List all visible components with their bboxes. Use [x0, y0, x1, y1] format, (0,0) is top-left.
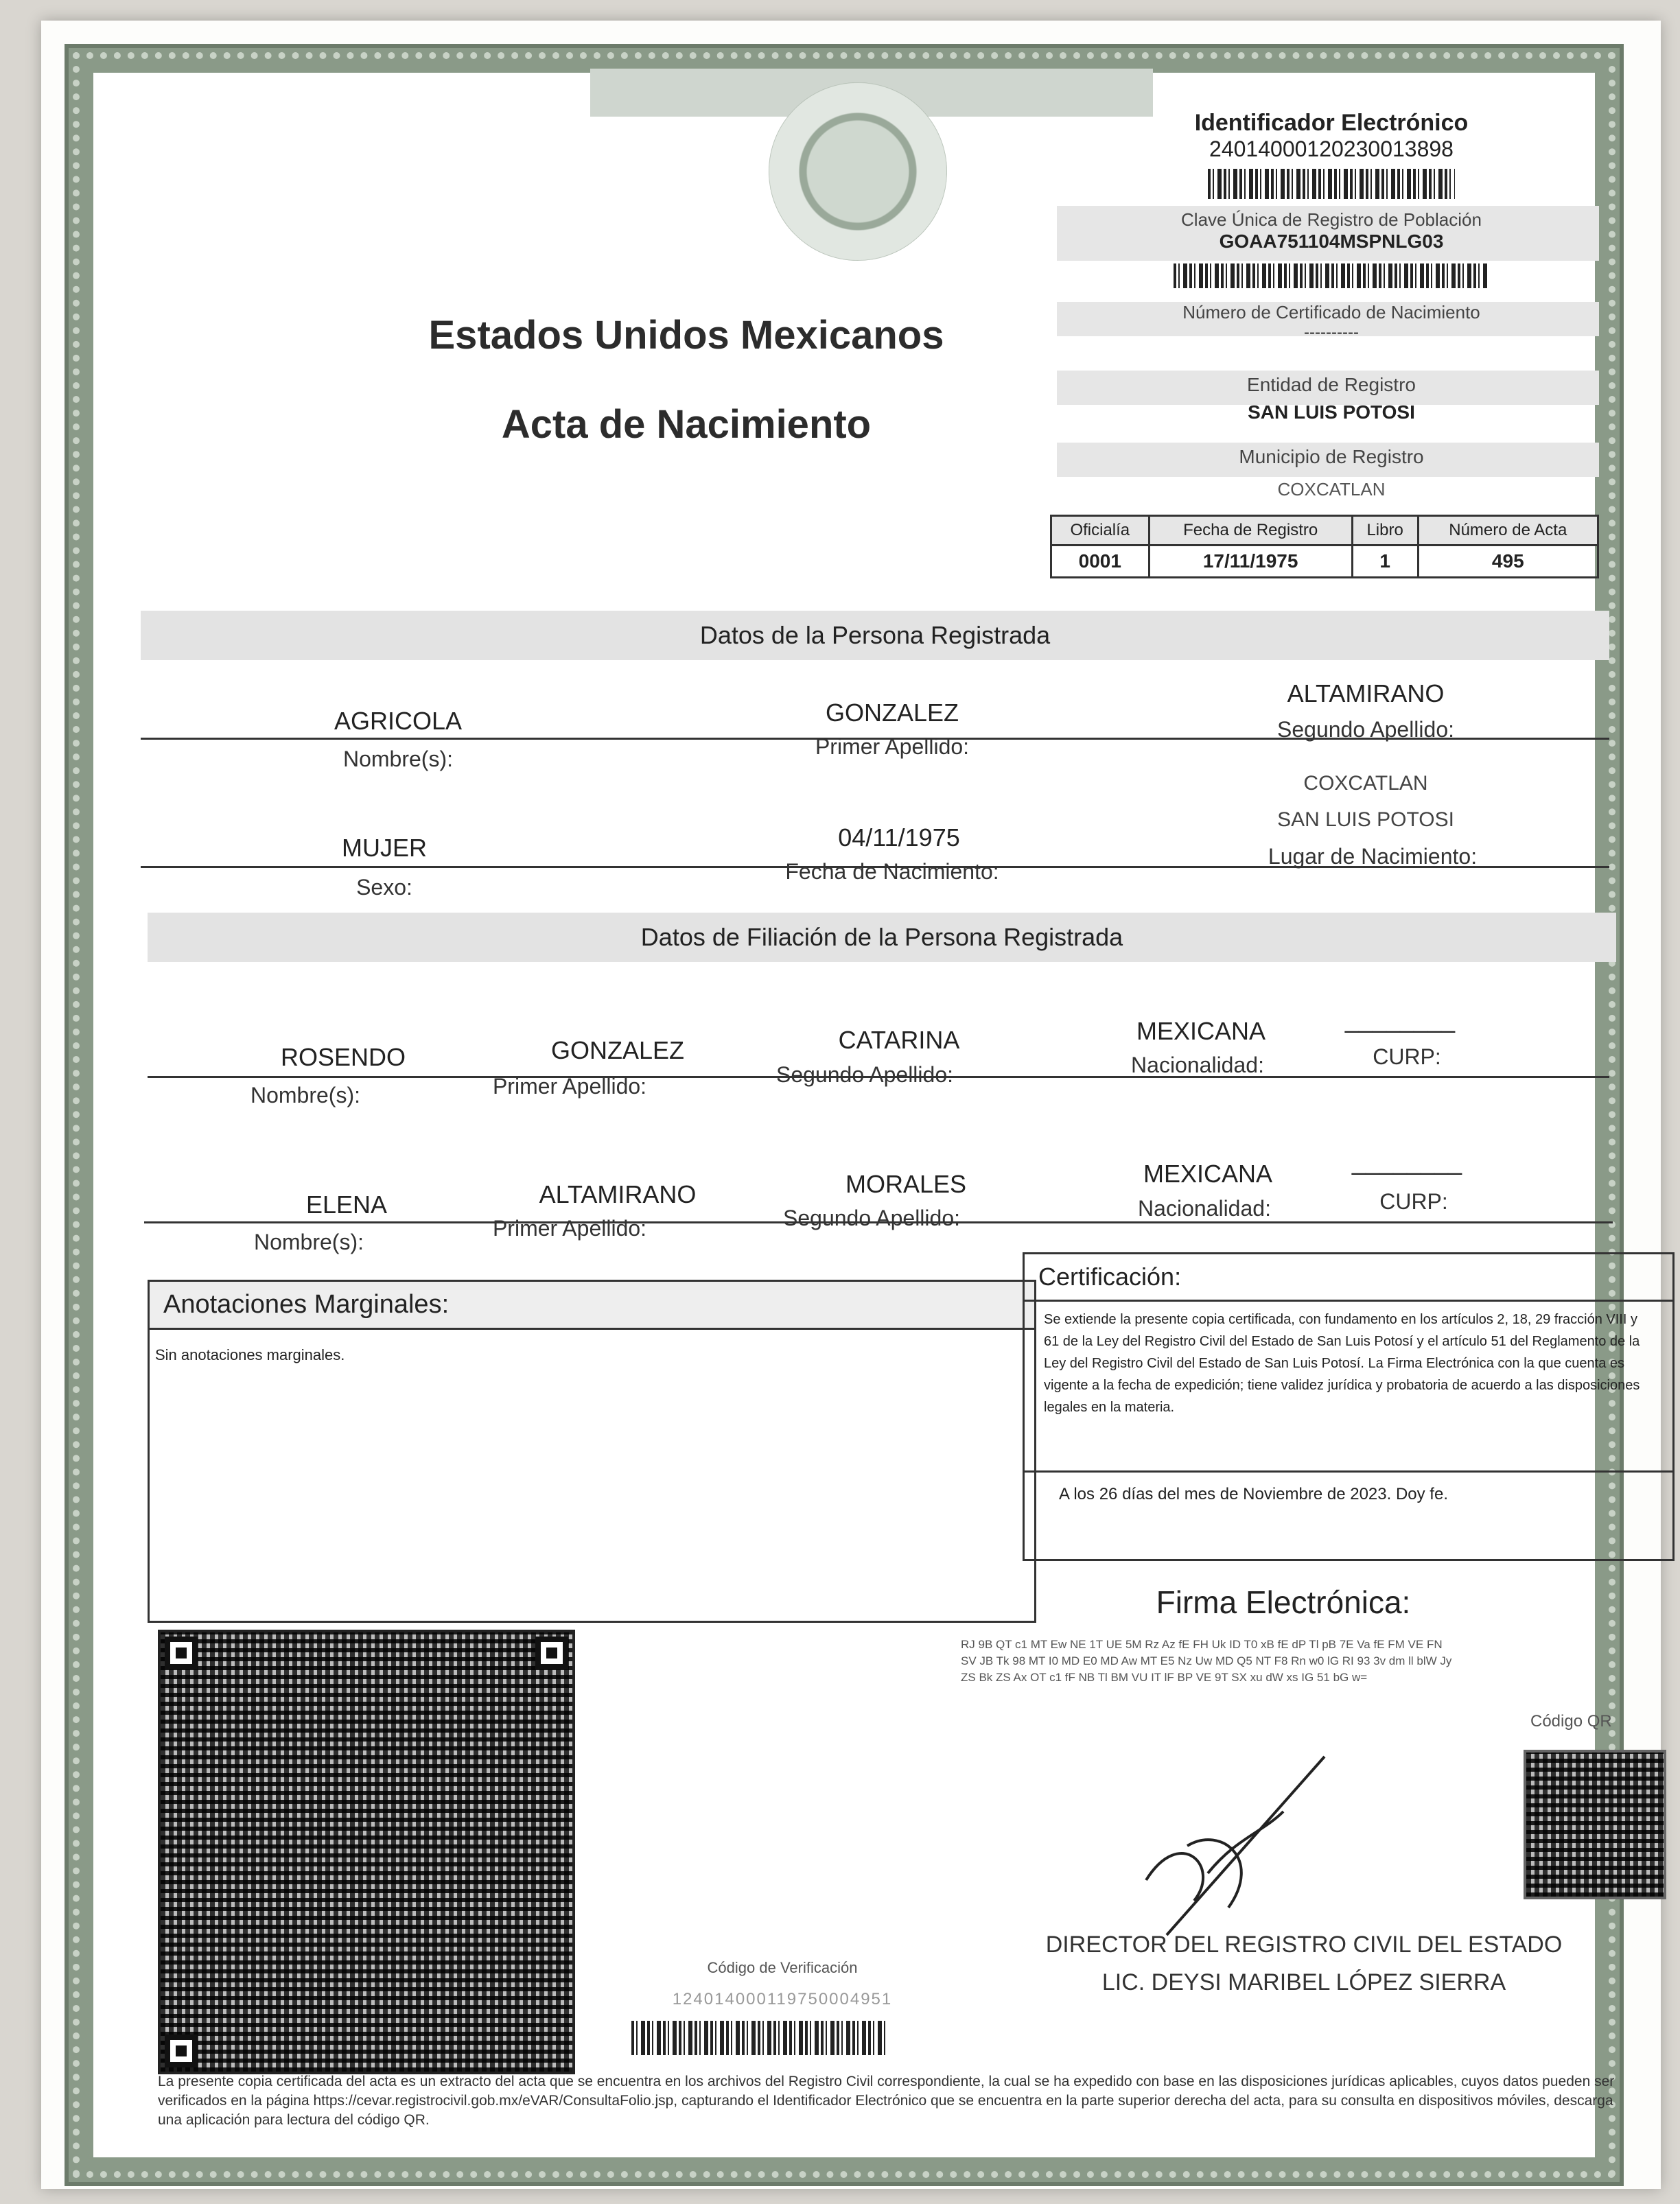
registry-value-cell: 0001 — [1051, 546, 1150, 578]
municipality-block — [1071, 446, 1592, 500]
parent1-surname1-label: Primer Apellido: — [492, 1074, 647, 1099]
parent1-curp-label: CURP: — [1373, 1044, 1441, 1069]
qr-label: Código QR — [1530, 1712, 1612, 1731]
entity-label: Entidad de Registro — [1247, 374, 1416, 395]
registry-table-row — [1051, 546, 1598, 578]
official-name: LIC. DEYSI MARIBEL LÓPEZ SIERRA — [1101, 1969, 1506, 1995]
id-label: Identificador Electrónico — [1194, 110, 1469, 136]
hash-line: SV JB Tk 98 MT I0 MD E0 MD Aw MT E5 Nz Uw MD Q5 NT F8 Rn w0 lG RI 93 3v dm ll blW Jy — [961, 1654, 1452, 1667]
registry-value-cell: 1 — [1352, 546, 1418, 578]
person-surname2-label: Segundo Apellido: — [1277, 717, 1454, 742]
person-sex-label: Sexo: — [356, 875, 412, 900]
document-title: Acta de Nacimiento — [501, 402, 872, 447]
curp-label: Clave Única de Registro de Población — [1181, 209, 1482, 230]
qr-finder-icon — [165, 1637, 198, 1669]
filiation-section-title: Datos de Filiación de la Persona Registrada — [640, 923, 1123, 951]
parent2-name: ELENA — [305, 1191, 388, 1219]
parent1-surname2: CATARINA — [838, 1026, 960, 1054]
parent2-name-label: Nombre(s): — [253, 1230, 364, 1254]
municipality-label: Municipio de Registro — [1239, 446, 1424, 467]
hash-line: ZS Bk ZS Ax OT c1 fF NB Tl BM VU IT lF BP VE 9T SX xu dW xs IG 51 bG w= — [961, 1671, 1368, 1684]
id-barcode — [1208, 169, 1455, 199]
registry-table — [1050, 515, 1599, 578]
signature-title: Firma Electrónica: — [1156, 1584, 1411, 1620]
cert-num-value: ---------- — [1304, 323, 1359, 342]
certification-box — [1023, 1252, 1675, 1561]
official-title: DIRECTOR DEL REGISTRO CIVIL DEL ESTADO — [1045, 1932, 1563, 1958]
person-name-label: Nombre(s): — [342, 747, 453, 771]
parent2-curp: ________ — [1351, 1147, 1462, 1175]
certification-text: Se extiende la presente copia certificada, con fundamento en los artículos 2, 18, 29 fracción VIII y 61 de la Ley del Registro Civil del Estado de San Luis Potosí y el artículo 51 del Reglamento de la Ley del Registro Civil del Estado de San Luis Potosí. La Firma Electrónica con la que cuenta es vigente a la fecha de expedición; tiene validez jurídica y probatoria de acuerdo a las disposiciones legales en la materia. — [1025, 1302, 1672, 1473]
country-title: Estados Unidos Mexicanos — [428, 313, 944, 357]
parent2-curp-label: CURP: — [1379, 1189, 1448, 1214]
footer-disclaimer: La presente copia certificada del acta es un extracto del acta que se encuentra en los archivos del Registro Civil correspondiente, la cual se ha expedido con base en las disposiciones jurídicas aplicables, cuyos datos pueden ser verificados en la página https://cevar.registrocivil.gob.mx/eVAR/ConsultaFolio.jsp, capturando el Identificador Electrónico que se encuentra en la parte superior derecha del acta, para su consulta en dispositivos móviles, descarga una aplicación para lectura del código QR. — [158, 2074, 1615, 2128]
qr-finder-icon — [165, 2035, 198, 2067]
parent1-curp: ________ — [1344, 1005, 1456, 1033]
parent1-name: ROSENDO — [280, 1043, 406, 1071]
person-section-title: Datos de la Persona Registrada — [699, 621, 1051, 649]
registry-table-header — [1051, 516, 1598, 546]
parent2-surname1: ALTAMIRANO — [539, 1180, 697, 1208]
person-birth-place-label: Lugar de Nacimiento: — [1268, 844, 1478, 869]
person-surname1: GONZALEZ — [825, 699, 959, 727]
birth-place-line2: SAN LUIS POTOSI — [1277, 808, 1454, 831]
registry-header-cell: Oficialía — [1051, 516, 1150, 546]
verification-barcode — [631, 2021, 885, 2055]
person-birth-date-label: Fecha de Nacimiento: — [785, 859, 999, 884]
curp-value: GOAA751104MSPNLG03 — [1219, 231, 1444, 252]
small-qr-code — [1524, 1750, 1666, 1899]
registry-header-cell: Fecha de Registro — [1149, 516, 1352, 546]
municipality-value: COXCATLAN — [1277, 479, 1386, 500]
person-name: AGRICOLA — [334, 707, 463, 735]
entity-block — [1071, 374, 1592, 423]
parent2-surname1-label: Primer Apellido: — [492, 1216, 647, 1241]
qr-finder-icon — [535, 1637, 568, 1669]
parent2-nationality-label: Nacionalidad: — [1138, 1196, 1271, 1221]
birth-place-line1: COXCATLAN — [1303, 772, 1428, 795]
large-qr-code — [158, 1630, 575, 2074]
hash-line: RJ 9B QT c1 MT Ew NE 1T UE 5M Rz Az fE FH Uk ID T0 xB fE dP Tl pB 7E Va fE FM VE FN — [961, 1638, 1443, 1651]
registry-value-cell: 495 — [1418, 546, 1598, 578]
verification-value: 124014000119750004951 — [672, 1990, 893, 2008]
id-block — [1071, 110, 1592, 199]
person-surname1-label: Primer Apellido: — [815, 734, 970, 759]
cert-num-label: Número de Certificado de Nacimiento — [1182, 302, 1480, 323]
person-sex: MUJER — [342, 834, 427, 862]
parent1-nationality-label: Nacionalidad: — [1131, 1053, 1264, 1077]
parent2-nationality: MEXICANA — [1143, 1160, 1273, 1188]
certification-title: Certificación: — [1025, 1254, 1672, 1302]
parent1-surname2-label: Segundo Apellido: — [776, 1062, 953, 1087]
person-surname2: ALTAMIRANO — [1287, 679, 1445, 707]
parent1-nationality: MEXICANA — [1136, 1017, 1266, 1045]
cert-num-block — [1071, 302, 1592, 342]
annotations-text: Sin anotaciones marginales. — [155, 1346, 345, 1363]
curp-block — [1071, 209, 1592, 288]
signature-hash — [961, 1637, 1599, 1686]
parent2-surname2: MORALES — [845, 1170, 967, 1198]
verification-label: Código de Verificación — [707, 1959, 858, 1976]
annotations-box — [148, 1280, 1036, 1623]
id-value: 24014000120230013898 — [1209, 137, 1454, 161]
person-section-band — [141, 611, 1609, 660]
certification-date: A los 26 días del mes de Noviembre de 2023. Doy fe. — [1059, 1485, 1448, 1503]
person-birth-date: 04/11/1975 — [838, 823, 960, 852]
entity-value: SAN LUIS POTOSI — [1248, 401, 1415, 423]
parent1-name-label: Nombre(s): — [250, 1083, 360, 1107]
filiation-section-band — [148, 913, 1616, 962]
parent2-surname2-label: Segundo Apellido: — [783, 1206, 960, 1230]
registry-header-cell: Libro — [1352, 516, 1418, 546]
national-seal-icon — [769, 82, 947, 261]
curp-barcode — [1174, 263, 1489, 288]
annotations-title: Anotaciones Marginales: — [150, 1282, 1034, 1330]
handwritten-signature-icon — [1125, 1743, 1345, 1942]
registry-value-cell: 17/11/1975 — [1149, 546, 1352, 578]
parent1-surname1: GONZALEZ — [550, 1036, 685, 1064]
registry-header-cell: Número de Acta — [1418, 516, 1598, 546]
